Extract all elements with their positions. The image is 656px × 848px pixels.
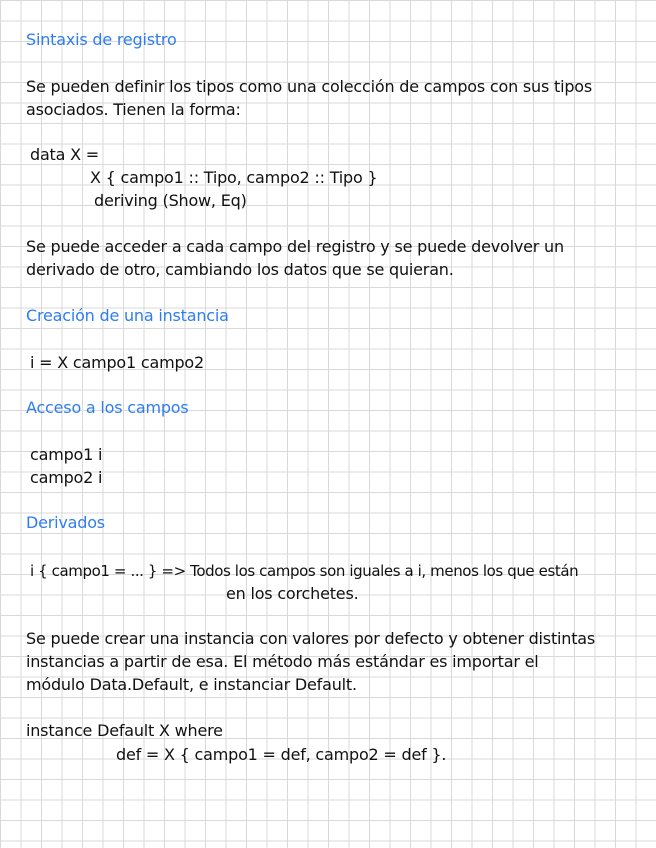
code-line: campo2 i xyxy=(30,468,103,487)
code-line: i = X campo1 campo2 xyxy=(30,353,204,372)
paragraph-line: en los corchetes. xyxy=(226,584,359,603)
heading-acceso: Acceso a los campos xyxy=(26,398,189,417)
paragraph-line: Se pueden definir los tipos como una colección de campos con sus tipos xyxy=(26,77,593,96)
paragraph-line: módulo Data.Default, e instanciar Default. xyxy=(26,675,357,694)
code-line: deriving (Show, Eq) xyxy=(94,191,247,210)
code-line: X { campo1 :: Tipo, campo2 :: Tipo } xyxy=(90,168,378,187)
code-line: def = X { campo1 = def, campo2 = def }. xyxy=(116,745,447,764)
code-line: campo1 i xyxy=(30,445,103,464)
heading-creacion: Creación de una instancia xyxy=(26,306,229,325)
heading-derivados: Derivados xyxy=(26,513,105,532)
code-line: data X = xyxy=(30,145,99,164)
heading-sintaxis: Sintaxis de registro xyxy=(26,30,177,49)
paragraph-line: i { campo1 = ... } => Todos los campos son iguales a i, menos los que están xyxy=(30,562,579,580)
code-line: instance Default X where xyxy=(26,721,223,740)
paragraph-line: Se puede acceder a cada campo del registro y se puede devolver un xyxy=(26,237,564,256)
paragraph-line: asociados. Tienen la forma: xyxy=(26,100,241,119)
paragraph-line: instancias a partir de esa. El método más estándar es importar el xyxy=(26,652,539,671)
paragraph-line: Se puede crear una instancia con valores por defecto y obtener distintas xyxy=(26,629,596,648)
paragraph-line: derivado de otro, cambiando los datos que se quieran. xyxy=(26,260,454,279)
